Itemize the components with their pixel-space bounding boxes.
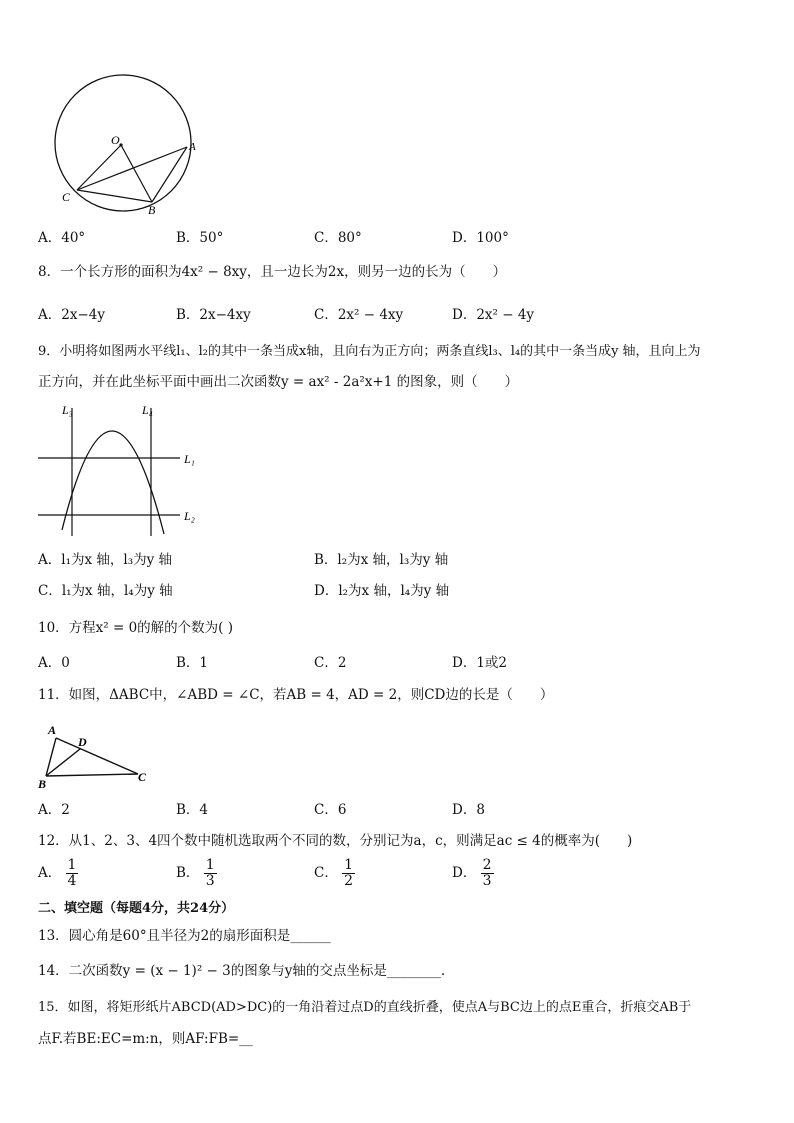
q8-option-a: A．2x−4y: [38, 307, 105, 323]
q10-stem: 10．方程x² = 0的解的个数为( ): [38, 620, 234, 636]
q7-segment-CA: [77, 147, 187, 190]
q9-option-a: A．l₁为x 轴，l₃为y 轴: [38, 552, 173, 568]
q12-option-c-denominator: 2: [344, 873, 354, 889]
q9-parabola-figure: [34, 398, 204, 540]
q9-option-c: C．l₁为x 轴，l₄为y 轴: [38, 583, 173, 599]
q12-option-a-fraction: [66, 858, 79, 889]
q9-option-b: B．l₂为x 轴，l₃为y 轴: [314, 552, 449, 568]
q12-option-c: [314, 858, 355, 889]
q8-option-c: C．2x² − 4xy: [314, 307, 404, 323]
q12-option-c-label: C．: [314, 865, 338, 881]
q11-option-b: B．4: [176, 802, 209, 818]
q12-stem: 12．从1、2、3、4四个数中随机选取两个不同的数，分别记为a，c，则满足ac ≤ 4的概率为( ): [38, 833, 633, 849]
q9-stem-line2: 正方向，并在此坐标平面中画出二次函数y = ax² - 2a²x+1 的图象，则（ ）: [38, 374, 519, 390]
q11-label-B: B: [38, 777, 47, 791]
q10-option-a: A．0: [38, 655, 70, 671]
q13-stem: 13．圆心角是60°且半径为2的扇形面积是______: [38, 928, 331, 944]
q7-label-O: O: [111, 133, 120, 147]
q9-parabola: [62, 431, 164, 534]
q8-option-d: D．2x² − 4y: [452, 307, 535, 323]
q8-stem: 8．一个长方形的面积为4x² − 8xy，且一边长为2x，则另一边的长为（ ）: [38, 264, 507, 280]
q12-option-d: [452, 858, 494, 889]
q12-option-b-denominator: 3: [205, 873, 215, 889]
q12-option-c-fraction: [342, 858, 355, 889]
q12-option-a-numerator: 1: [67, 857, 77, 873]
q7-segment-OB: [121, 145, 152, 202]
q9-label-l4: L₄: [142, 403, 153, 417]
q11-segment-AB: [46, 738, 56, 776]
q11-segment-BC: [46, 774, 138, 776]
q12-option-d-label: D．: [452, 865, 477, 881]
q12-option-d-numerator: 2: [482, 857, 492, 873]
q12-option-b-fraction: [204, 858, 217, 889]
q7-circle-figure: [50, 68, 210, 218]
q12-option-a: [38, 858, 78, 889]
q12-option-d-denominator: 3: [482, 873, 492, 889]
q11-segment-AC: [56, 738, 138, 774]
q9-label-l2: L₂: [184, 509, 195, 523]
q7-label-C: C: [62, 190, 71, 204]
q7-label-B: B: [148, 203, 156, 217]
q15-stem-line1: 15．如图，将矩形纸片ABCD(AD>DC)的一角沿着过点D的直线折叠，使点A与BC边上的点E重合，折痕交AB于: [38, 1000, 692, 1015]
q7-circle: [55, 75, 191, 211]
q14-stem: 14．二次函数y = (x − 1)² − 3的图象与y轴的交点坐标是________.: [38, 963, 446, 979]
q15-stem-line2: 点F.若BE:EC=m:n，则AF:FB=__: [38, 1031, 253, 1047]
q9-option-d: D．l₂为x 轴，l₄为y 轴: [314, 583, 450, 599]
q7-option-b: B．50°: [176, 230, 224, 246]
q12-option-b-numerator: 1: [205, 857, 215, 873]
q12-option-b-label: B．: [176, 865, 200, 881]
q11-option-d: D．8: [452, 802, 485, 818]
section-fill-in-title: 二、填空题（每题4分，共24分）: [38, 901, 235, 916]
q7-label-A: A: [189, 141, 196, 153]
q7-option-c: C．80°: [314, 230, 362, 246]
q8-option-b: B．2x−4xy: [176, 307, 251, 323]
q10-option-d: D．1或2: [452, 655, 508, 671]
q12-option-c-numerator: 1: [344, 857, 354, 873]
q11-stem: 11．如图，ΔABC中，∠ABD = ∠C，若AB = 4，AD = 2，则CD边的长是（ ）: [38, 687, 554, 703]
q11-triangle-figure: [34, 720, 164, 795]
q7-center-dot: [119, 143, 122, 146]
q7-segment-OC: [77, 145, 121, 190]
q7-option-a: A．40°: [38, 230, 86, 246]
q12-option-a-denominator: 4: [67, 873, 77, 889]
q11-segment-BD: [46, 749, 80, 776]
q7-segment-CB: [77, 190, 152, 202]
q11-label-C: C: [138, 770, 147, 784]
q9-label-l3: L₃: [62, 403, 73, 417]
q12-option-b: [176, 858, 217, 889]
q11-option-c: C．6: [314, 802, 347, 818]
q11-option-a: A．2: [38, 802, 70, 818]
q9-label-l1: L₁: [184, 452, 195, 466]
q11-label-D: D: [78, 735, 87, 749]
q12-option-d-fraction: [481, 858, 494, 889]
q7-option-d: D．100°: [452, 230, 509, 246]
q7-segment-AB: [152, 147, 187, 202]
q10-option-b: B．1: [176, 655, 209, 671]
q10-option-c: C．2: [314, 655, 347, 671]
q11-label-A: A: [48, 723, 57, 737]
q12-option-a-label: A．: [38, 865, 62, 881]
q9-stem-line1: 9．小明将如图两水平线l₁、l₂的其中一条当成x轴，且向右为正方向；两条直线l₃、l₄的其中一条当成y 轴，且向上为: [38, 344, 701, 359]
